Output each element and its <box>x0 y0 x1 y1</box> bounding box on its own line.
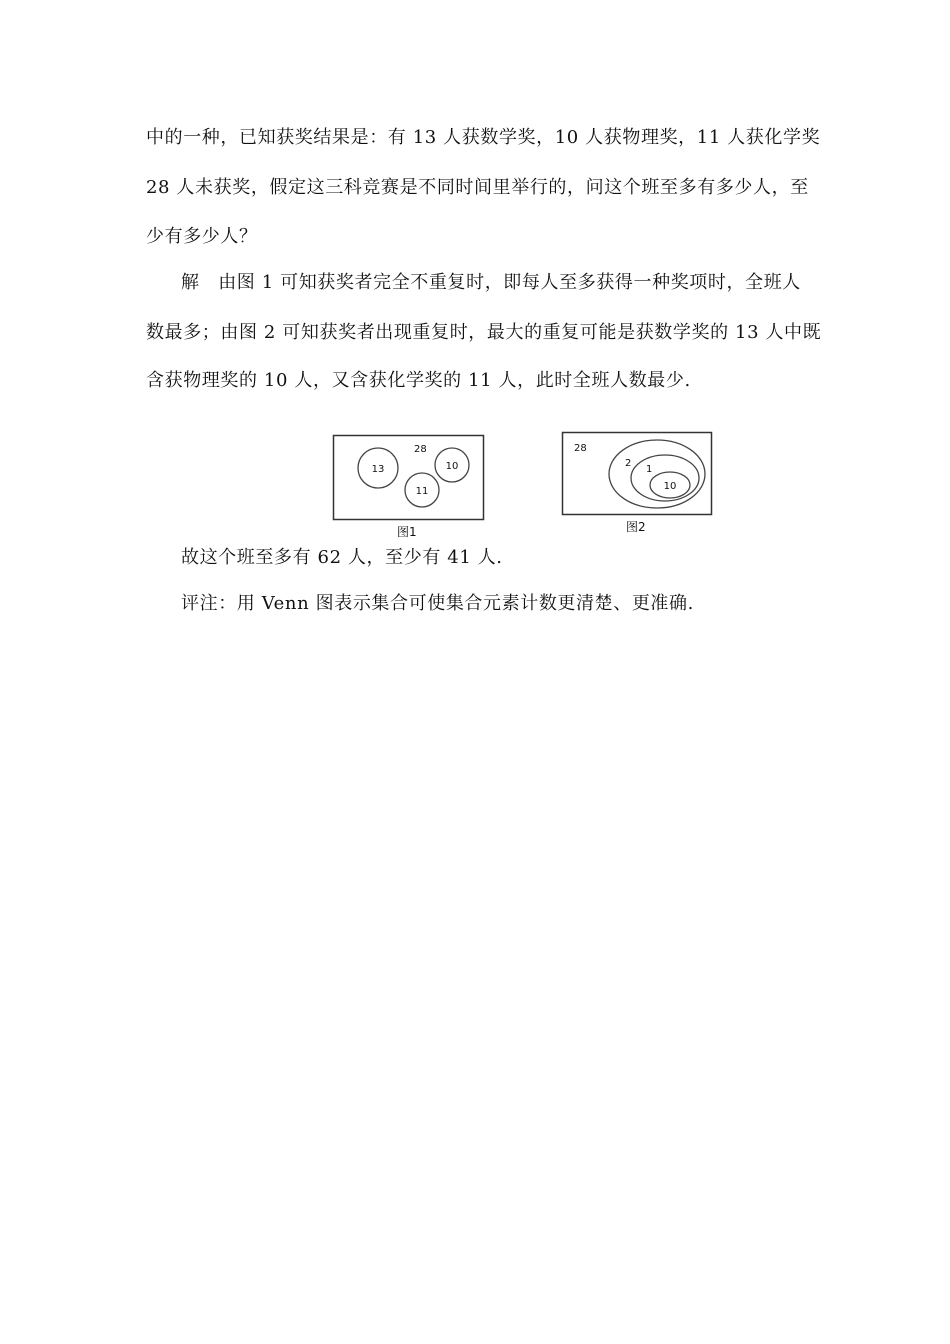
fig1-universal-set <box>334 436 484 520</box>
solution-line-2: 数最多；由图 2 可知获奖者出现重复时，最大的重复可能是获数学奖的 13 人中既 <box>146 322 822 343</box>
conclusion-line: 故这个班至多有 62 人，至少有 41 人. <box>181 547 503 568</box>
fig2-chemistry-only-count: 1 <box>646 464 653 475</box>
fig1-math-count: 13 <box>371 464 385 475</box>
fig2-chemistry-ellipse <box>631 455 699 501</box>
solution-line-3: 含获物理奖的 10 人，又含获化学奖的 11 人，此时全班人数最少. <box>146 370 691 391</box>
fig1-chemistry-count: 11 <box>415 486 429 497</box>
figure-1-venn-diagram <box>332 434 486 522</box>
problem-line-2: 28 人未获奖，假定这三科竞赛是不同时间里举行的，问这个班至多有多少人，至 <box>146 177 809 198</box>
comment-line: 评注：用 Venn 图表示集合可使集合元素计数更清楚、更准确. <box>181 593 694 614</box>
fig1-outside-count: 28 <box>414 444 427 455</box>
figure-2-caption: 图2 <box>626 520 646 534</box>
figure-2-venn-diagram <box>561 431 714 517</box>
fig2-physics-count: 10 <box>663 481 677 492</box>
solution-line-1: 解 由图 1 可知获奖者完全不重复时，即每人至多获得一种奖项时，全班人 <box>181 272 801 293</box>
fig1-physics-count: 10 <box>445 461 459 472</box>
fig2-math-only-count: 2 <box>625 458 632 469</box>
figure-1-caption: 图1 <box>397 525 417 539</box>
fig2-math-ellipse <box>609 440 705 508</box>
problem-line-1: 中的一种，已知获奖结果是：有 13 人获数学奖，10 人获物理奖，11 人获化学奖 <box>146 127 821 148</box>
fig2-outside-count: 28 <box>574 443 587 454</box>
problem-line-3: 少有多少人？ <box>146 226 258 247</box>
